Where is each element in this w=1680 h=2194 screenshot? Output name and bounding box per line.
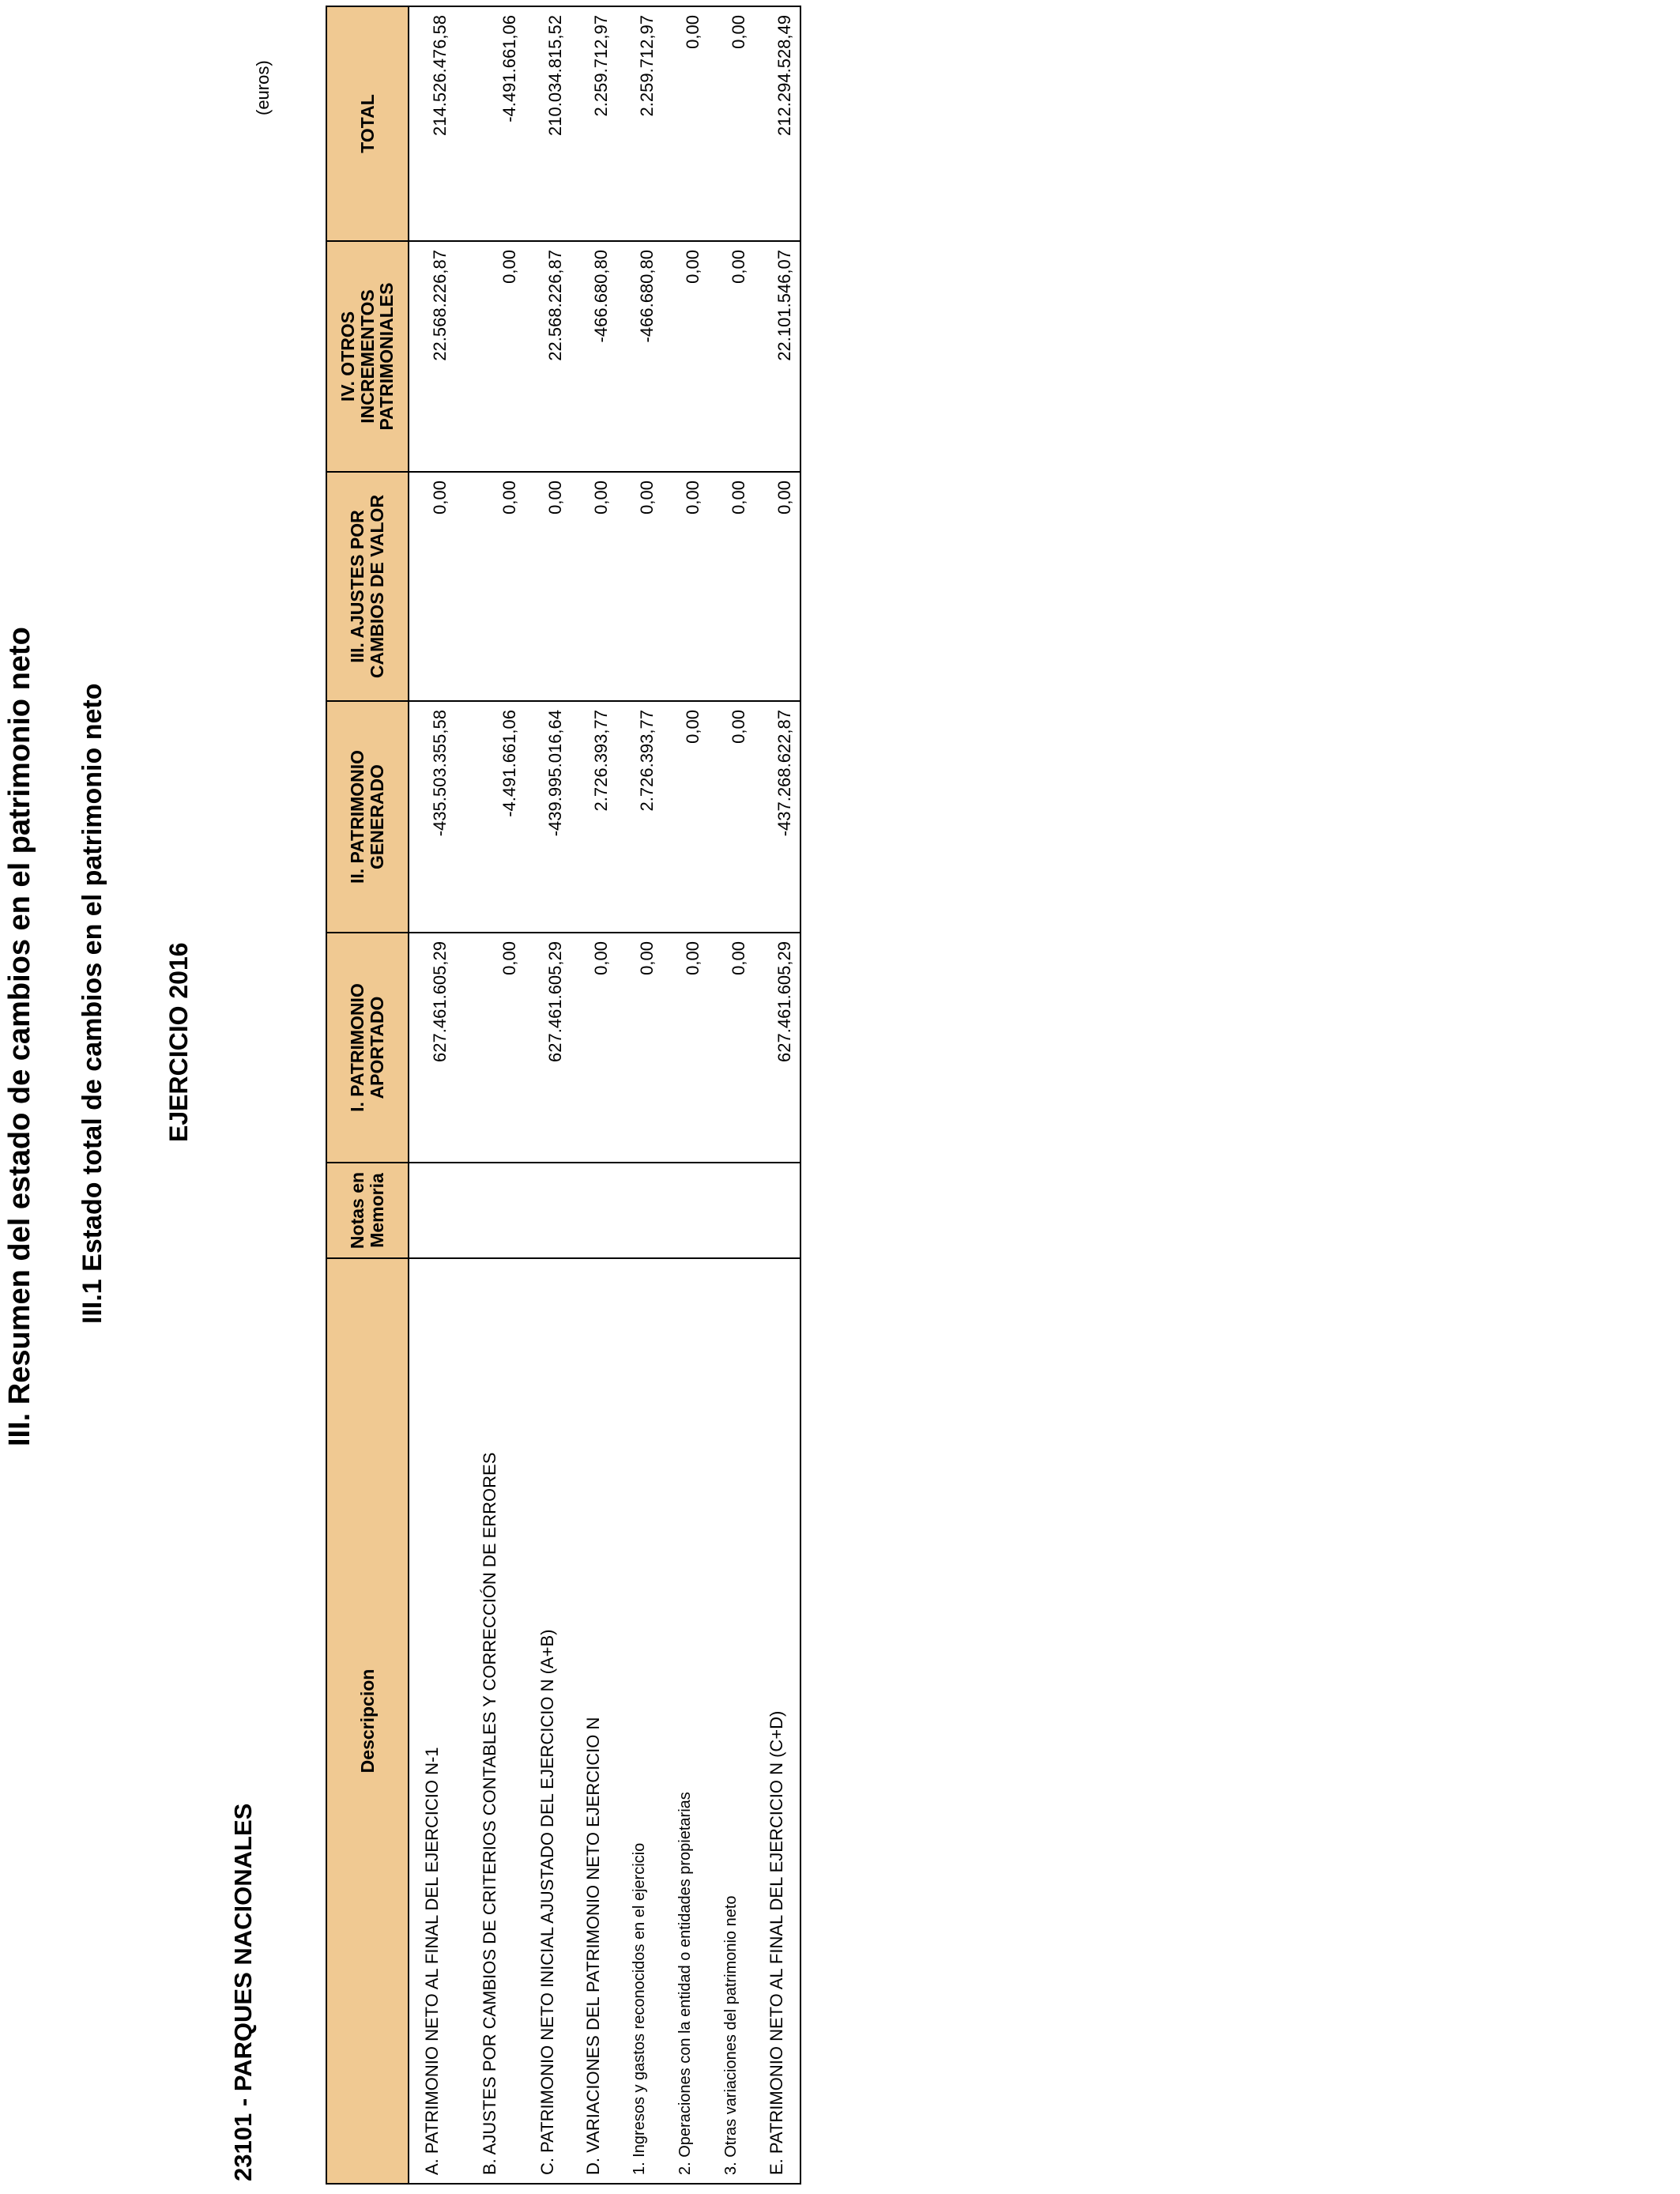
row-value-col1: 0,00: [662, 933, 708, 1163]
row-value-col2: -439.995.016,64: [525, 701, 571, 933]
row-value-col4: -466.680,80: [616, 241, 662, 472]
row-description: D. VARIACIONES DEL PATRIMONIO NETO EJERCICIO N: [571, 1258, 616, 2184]
row-value-total: 210.034.815,52: [525, 6, 571, 241]
row-value-total: 212.294.528,49: [754, 6, 800, 241]
row-value-col1: 0,00: [455, 933, 525, 1163]
row-description: 3. Otras variaciones del patrimonio neto: [708, 1258, 754, 2184]
row-value-col1: 627.461.605,29: [754, 933, 800, 1163]
table-row: [662, 6, 708, 2184]
row-value-col4: 0,00: [708, 241, 754, 472]
row-value-col2: 2.726.393,77: [571, 701, 616, 933]
currency-units: (euros): [253, 60, 273, 115]
row-description: A. PATRIMONIO NETO AL FINAL DEL EJERCICIO N-1: [409, 1258, 455, 2184]
row-notes: [409, 1163, 455, 1258]
table-row: [409, 6, 455, 2184]
row-notes: [708, 1163, 754, 1258]
row-value-col3: 0,00: [455, 472, 525, 701]
row-value-col2: -435.503.355,58: [409, 701, 455, 933]
row-value-col4: 22.568.226,87: [409, 241, 455, 472]
row-value-col2: -437.268.622,87: [754, 701, 800, 933]
row-value-col1: 0,00: [708, 933, 754, 1163]
table-row: [708, 6, 754, 2184]
row-value-total: 2.259.712,97: [616, 6, 662, 241]
row-value-col1: 0,00: [571, 933, 616, 1163]
entity-name: 23101 - PARQUES NACIONALES: [229, 1803, 257, 2181]
header-patrimonio-generado: II. PATRIMONIO GENERADO: [326, 701, 409, 933]
row-notes: [662, 1163, 708, 1258]
row-description: E. PATRIMONIO NETO AL FINAL DEL EJERCICIO N (C+D): [754, 1258, 800, 2184]
row-description: 1. Ingresos y gastos reconocidos en el ejercicio: [616, 1258, 662, 2184]
row-value-total: 0,00: [662, 6, 708, 241]
row-value-col3: 0,00: [409, 472, 455, 701]
row-value-col3: 0,00: [754, 472, 800, 701]
row-notes: [455, 1163, 525, 1258]
table-row: [616, 6, 662, 2184]
header-ajustes-valor: III. AJUSTES POR CAMBIOS DE VALOR: [326, 472, 409, 701]
equity-changes-table: [326, 6, 801, 2185]
row-description: C. PATRIMONIO NETO INICIAL AJUSTADO DEL EJERCICIO N (A+B): [525, 1258, 571, 2184]
row-value-col3: 0,00: [571, 472, 616, 701]
report-sub-title: III.1 Estado total de cambios en el patrimonio neto: [77, 683, 107, 1324]
header-patrimonio-aportado: I. PATRIMONIO APORTADO: [326, 933, 409, 1163]
row-value-col3: 0,00: [708, 472, 754, 701]
row-notes: [616, 1163, 662, 1258]
row-value-col1: 627.461.605,29: [409, 933, 455, 1163]
report-main-title: III. Resumen del estado de cambios en el patrimonio neto: [3, 627, 36, 1446]
row-value-total: 0,00: [708, 6, 754, 241]
row-value-col2: -4.491.661,06: [455, 701, 525, 933]
table-row: [455, 6, 525, 2184]
row-value-total: 214.526.476,58: [409, 6, 455, 241]
row-value-col3: 0,00: [662, 472, 708, 701]
table-header-row: [326, 6, 409, 2184]
row-value-col4: 0,00: [455, 241, 525, 472]
row-notes: [571, 1163, 616, 1258]
row-value-col4: 22.568.226,87: [525, 241, 571, 472]
header-total: TOTAL: [326, 6, 409, 241]
header-notes: Notas en Memoria: [326, 1163, 409, 1258]
row-notes: [525, 1163, 571, 1258]
header-description: Descripcion: [326, 1258, 409, 2184]
table-row: [571, 6, 616, 2184]
row-value-total: -4.491.661,06: [455, 6, 525, 241]
row-value-col3: 0,00: [525, 472, 571, 701]
row-value-col1: 627.461.605,29: [525, 933, 571, 1163]
row-value-total: 2.259.712,97: [571, 6, 616, 241]
row-value-col2: 0,00: [708, 701, 754, 933]
row-value-col4: 0,00: [662, 241, 708, 472]
row-value-col3: 0,00: [616, 472, 662, 701]
row-value-col2: 0,00: [662, 701, 708, 933]
exercise-year: EJERCICIO 2016: [164, 942, 193, 1142]
table-row: [754, 6, 800, 2184]
row-value-col4: 22.101.546,07: [754, 241, 800, 472]
table-row: [525, 6, 571, 2184]
row-value-col4: -466.680,80: [571, 241, 616, 472]
row-description: 2. Operaciones con la entidad o entidades propietarias: [662, 1258, 708, 2184]
header-otros-incrementos: IV. OTROS INCREMENTOS PATRIMONIALES: [326, 241, 409, 472]
row-description: B. AJUSTES POR CAMBIOS DE CRITERIOS CONTABLES Y CORRECCIÓN DE ERRORES: [455, 1258, 525, 2184]
row-notes: [754, 1163, 800, 1258]
row-value-col2: 2.726.393,77: [616, 701, 662, 933]
row-value-col1: 0,00: [616, 933, 662, 1163]
